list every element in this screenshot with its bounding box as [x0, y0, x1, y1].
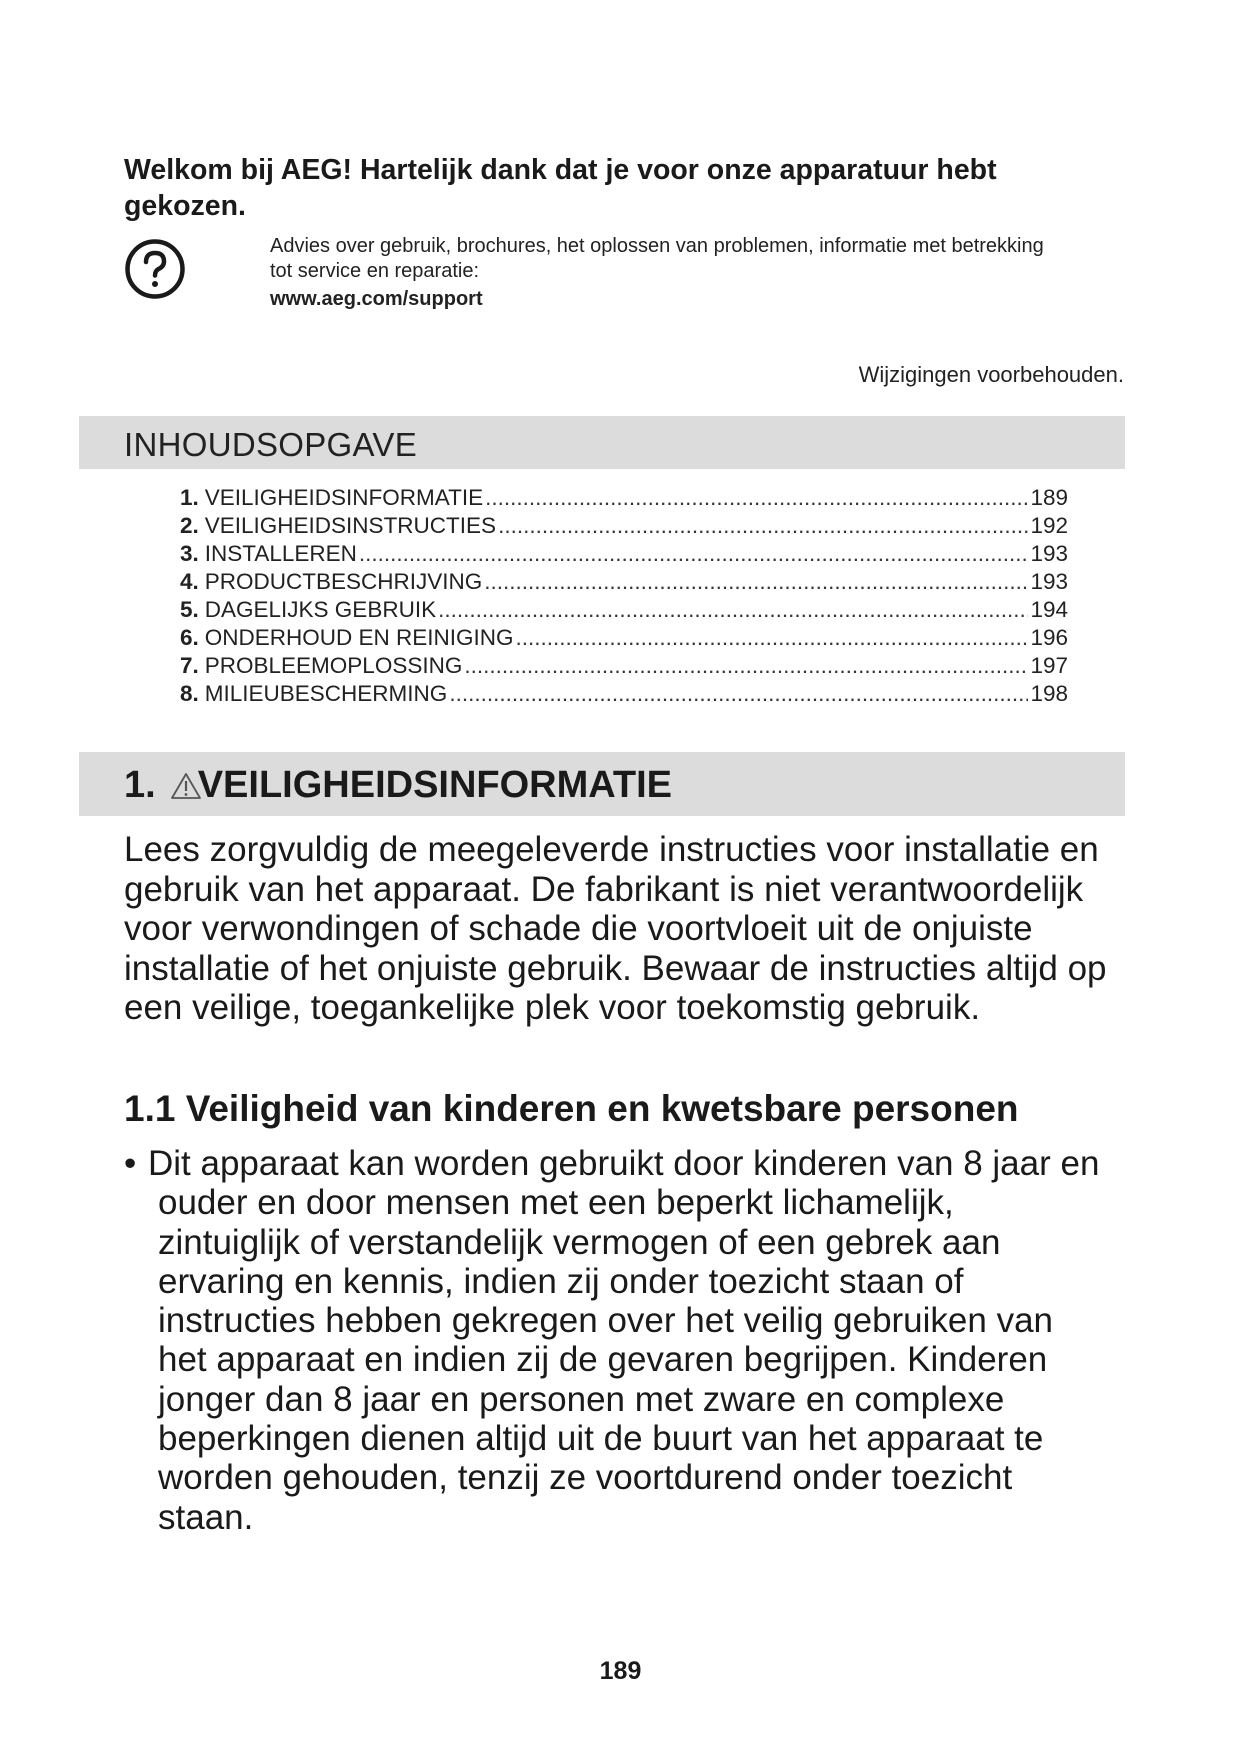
toc-item[interactable]	[180, 484, 1068, 512]
toc-leader-dots	[498, 512, 1028, 540]
toc-item[interactable]	[180, 512, 1068, 540]
support-info	[270, 234, 1070, 312]
section-intro: Lees zorgvuldig de meegeleverde instructies voor installatie en gebruik van het apparaat. De fabrikant is niet verantwoordelijk voor verwondingen of schade die voortvloeit uit de onjuiste installatie of het onjuiste gebruik. Bewaar de instructies altijd op een veilige, toegankelijke plek voor toekomstig gebruik.	[124, 830, 1107, 1027]
support-text: Advies over gebruik, brochures, het oplossen van problemen, informatie met betrekking tot service en reparatie:	[270, 235, 1044, 282]
toc-leader-dots	[438, 596, 1028, 624]
section-title-text: VEILIGHEIDSINFORMATIE	[197, 764, 673, 806]
toc-item[interactable]	[180, 596, 1068, 624]
section-number: 1.	[124, 764, 156, 806]
toc-item-number: 3.	[180, 541, 199, 566]
toc-item-page: 192	[1030, 513, 1068, 538]
toc-item-page: 189	[1030, 485, 1068, 510]
support-link[interactable]: www.aeg.com/support	[270, 288, 483, 310]
section-title	[124, 764, 672, 807]
table-of-contents	[180, 484, 1068, 708]
toc-item[interactable]	[180, 652, 1068, 680]
list-item-text: Dit apparaat kan worden gebruikt door kinderen van 8 jaar en ouder en door mensen met een beperkt lichamelijk, zintuiglijk of verstandelijk vermogen of een gebrek aan ervaring en kennis, indien zij onder toezicht staan of instructies hebben gekregen over het veilig gebruiken van het apparaat en indien zij de gevaren begrijpen. Kinderen jonger dan 8 jaar en personen met zware en complexe beperkingen dienen altijd uit de buurt van het apparaat te worden gehouden, tenzij ze voortdurend onder toezicht staan.	[148, 1144, 1100, 1537]
welcome-heading: Welkom bij AEG! Hartelijk dank dat je voor onze apparatuur hebt gekozen.	[124, 154, 997, 222]
subsection-title: 1.1 Veiligheid van kinderen en kwetsbare personen	[124, 1088, 1019, 1129]
toc-header-bar	[79, 416, 1125, 469]
toc-item[interactable]	[180, 540, 1068, 568]
toc-item-number: 2.	[180, 513, 199, 538]
toc-item-number: 5.	[180, 597, 199, 622]
toc-leader-dots	[484, 568, 1028, 596]
bullet-icon: •	[124, 1144, 137, 1183]
toc-item-label: VEILIGHEIDSINSTRUCTIES	[204, 513, 497, 538]
changes-notice: Wijzigingen voorbehouden.	[858, 362, 1124, 387]
toc-item-page: 196	[1030, 625, 1068, 650]
list-item	[124, 1144, 1104, 1537]
toc-leader-dots	[449, 680, 1028, 708]
toc-leader-dots	[464, 652, 1028, 680]
toc-item[interactable]	[180, 624, 1068, 652]
toc-item-label: VEILIGHEIDSINFORMATIE	[204, 485, 484, 510]
toc-item-page: 194	[1030, 597, 1068, 622]
toc-item-page: 193	[1030, 541, 1068, 566]
toc-item-label: PRODUCTBESCHRIJVING	[204, 569, 483, 594]
toc-item-number: 8.	[180, 681, 199, 706]
toc-item-label: PROBLEEMOPLOSSING	[204, 653, 463, 678]
toc-item[interactable]	[180, 680, 1068, 708]
toc-item-page: 197	[1030, 653, 1068, 678]
subsection-bullets	[124, 1144, 1104, 1537]
toc-leader-dots	[485, 484, 1028, 512]
toc-item[interactable]	[180, 568, 1068, 596]
section-header-bar	[79, 752, 1125, 816]
toc-item-number: 1.	[180, 485, 199, 510]
toc-item-number: 6.	[180, 625, 199, 650]
toc-item-number: 4.	[180, 569, 199, 594]
toc-item-label: INSTALLEREN	[204, 541, 357, 566]
toc-title: INHOUDSOPGAVE	[124, 426, 418, 463]
question-circle-icon	[124, 238, 186, 300]
toc-leader-dots	[359, 540, 1029, 568]
toc-item-label: MILIEUBESCHERMING	[204, 681, 448, 706]
page-number: 189	[599, 1657, 642, 1685]
toc-item-label: DAGELIJKS GEBRUIK	[204, 597, 437, 622]
toc-item-page: 198	[1030, 681, 1068, 706]
toc-leader-dots	[516, 624, 1029, 652]
toc-item-page: 193	[1030, 569, 1068, 594]
toc-item-number: 7.	[180, 653, 199, 678]
toc-item-label: ONDERHOUD EN REINIGING	[204, 625, 514, 650]
